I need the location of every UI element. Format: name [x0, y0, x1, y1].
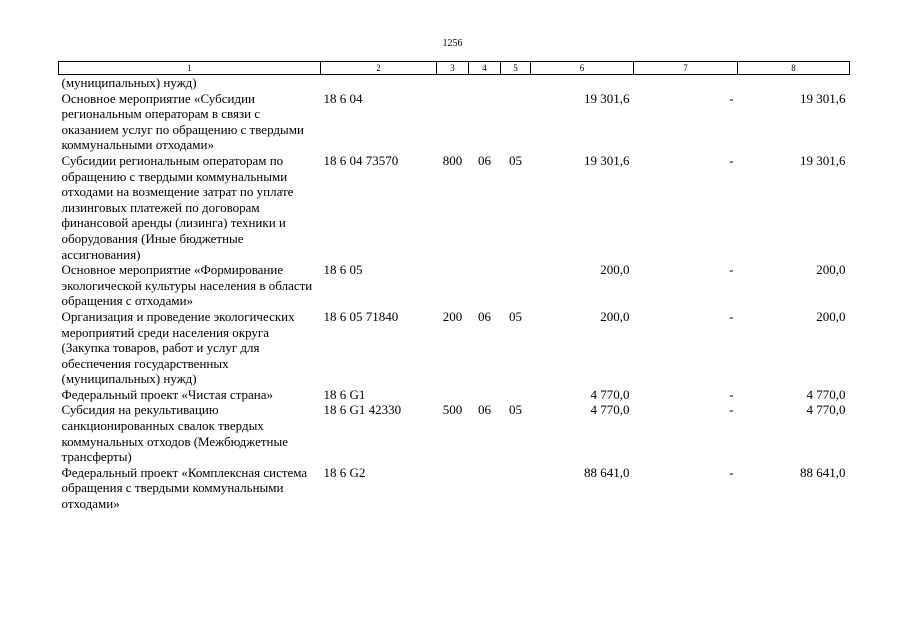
row-name: Основное мероприятие «Субсидии региональным операторам в связи с оказанием услуг по обращению с твердыми коммунальными отходами» — [61, 90, 304, 153]
row-name: Федеральный проект «Чистая страна» — [61, 386, 274, 402]
row-code: 18 6 G1 42330 — [323, 402, 402, 418]
page-number: 1256 — [442, 38, 463, 49]
row-vr — [437, 75, 469, 91]
row-pr — [501, 465, 531, 512]
row-sum-2: - — [729, 386, 734, 402]
row-sum-3: 88 641,0 — [800, 464, 846, 480]
row-pr — [501, 387, 531, 403]
row-pr: 05 — [509, 308, 522, 324]
header-col-1: 1 — [59, 62, 321, 75]
header-col-5: 5 — [501, 62, 531, 75]
row-sum-3: 19 301,6 — [800, 152, 846, 168]
header-col-8: 8 — [738, 62, 850, 75]
header-col-4: 4 — [469, 62, 501, 75]
header-col-2: 2 — [321, 62, 437, 75]
row-sum-2 — [634, 75, 738, 91]
row-code — [321, 75, 437, 91]
row-sum-2: - — [729, 90, 734, 106]
table-row — [59, 153, 850, 262]
table-row — [59, 309, 850, 387]
header-row — [59, 62, 850, 75]
table-row — [59, 465, 850, 512]
table-row — [59, 402, 850, 464]
row-pr: 05 — [509, 152, 522, 168]
budget-table — [58, 61, 850, 512]
row-sum-1: 19 301,6 — [584, 90, 630, 106]
row-sum-2: - — [729, 464, 734, 480]
row-vr: 200 — [442, 308, 463, 324]
row-rz — [469, 75, 501, 91]
table-header — [59, 62, 850, 75]
row-rz — [469, 465, 501, 512]
row-sum-1 — [531, 75, 634, 91]
row-sum-3: 4 770,0 — [806, 402, 846, 418]
row-sum-1: 200,0 — [600, 308, 630, 324]
row-vr — [437, 262, 469, 309]
row-sum-2: - — [729, 402, 734, 418]
row-sum-1: 19 301,6 — [584, 152, 630, 168]
row-sum-3 — [738, 75, 850, 91]
row-vr — [437, 387, 469, 403]
table-row — [59, 91, 850, 153]
row-pr — [501, 91, 531, 153]
row-sum-1: 200,0 — [600, 262, 630, 278]
row-rz — [469, 262, 501, 309]
row-sum-3: 200,0 — [816, 308, 846, 324]
row-rz — [469, 387, 501, 403]
row-vr: 500 — [442, 402, 463, 418]
row-sum-2: - — [729, 308, 734, 324]
table-body — [59, 75, 850, 512]
row-sum-3: 200,0 — [816, 262, 846, 278]
row-rz — [469, 91, 501, 153]
row-name: Основное мероприятие «Формирование экологической культуры населения в области обращения с отходами» — [61, 262, 313, 309]
table-row — [59, 262, 850, 309]
row-sum-3: 19 301,6 — [800, 90, 846, 106]
header-col-6: 6 — [531, 62, 634, 75]
header-col-7: 7 — [634, 62, 738, 75]
row-code: 18 6 05 71840 — [323, 308, 399, 324]
row-name: Субсидия на рекультивацию санкционированных свалок твердых коммунальных отходов (Межбюджетные трансферты) — [61, 402, 289, 465]
row-sum-3: 4 770,0 — [806, 386, 846, 402]
row-name: Организация и проведение экологических мероприятий среди населения округа (Закупка товаров, работ и услуг для обеспечения государственных (муниципальных) нужд) — [61, 308, 295, 387]
row-pr: 05 — [509, 402, 522, 418]
row-rz: 06 — [478, 308, 491, 324]
row-pr — [501, 75, 531, 91]
row-vr: 800 — [442, 152, 463, 168]
row-code: 18 6 05 — [323, 262, 363, 278]
row-rz: 06 — [478, 152, 491, 168]
row-code: 18 6 04 73570 — [323, 152, 399, 168]
row-sum-1: 4 770,0 — [590, 386, 630, 402]
row-name: (муниципальных) нужд) — [61, 75, 197, 90]
row-sum-2: - — [729, 262, 734, 278]
header-col-3: 3 — [437, 62, 469, 75]
row-vr — [437, 465, 469, 512]
row-sum-1: 4 770,0 — [590, 402, 630, 418]
row-code: 18 6 G2 — [323, 464, 366, 480]
row-rz: 06 — [478, 402, 491, 418]
row-name: Субсидии региональным операторам по обращению с твердыми коммунальными отходами на возмещение затрат по уплате лизинговых платежей по договорам финансовой аренды (лизинга) техники и оборудования (Иные бюджетные ассигнования) — [61, 152, 294, 262]
row-name: Федеральный проект «Комплексная система обращения с твердыми коммунальными отходами» — [61, 464, 308, 512]
row-vr — [437, 91, 469, 153]
row-sum-2: - — [729, 152, 734, 168]
row-code: 18 6 04 — [323, 90, 363, 106]
row-code: 18 6 G1 — [323, 386, 366, 402]
table-row — [59, 75, 850, 91]
table-row — [59, 387, 850, 403]
row-sum-1: 88 641,0 — [584, 464, 630, 480]
row-pr — [501, 262, 531, 309]
